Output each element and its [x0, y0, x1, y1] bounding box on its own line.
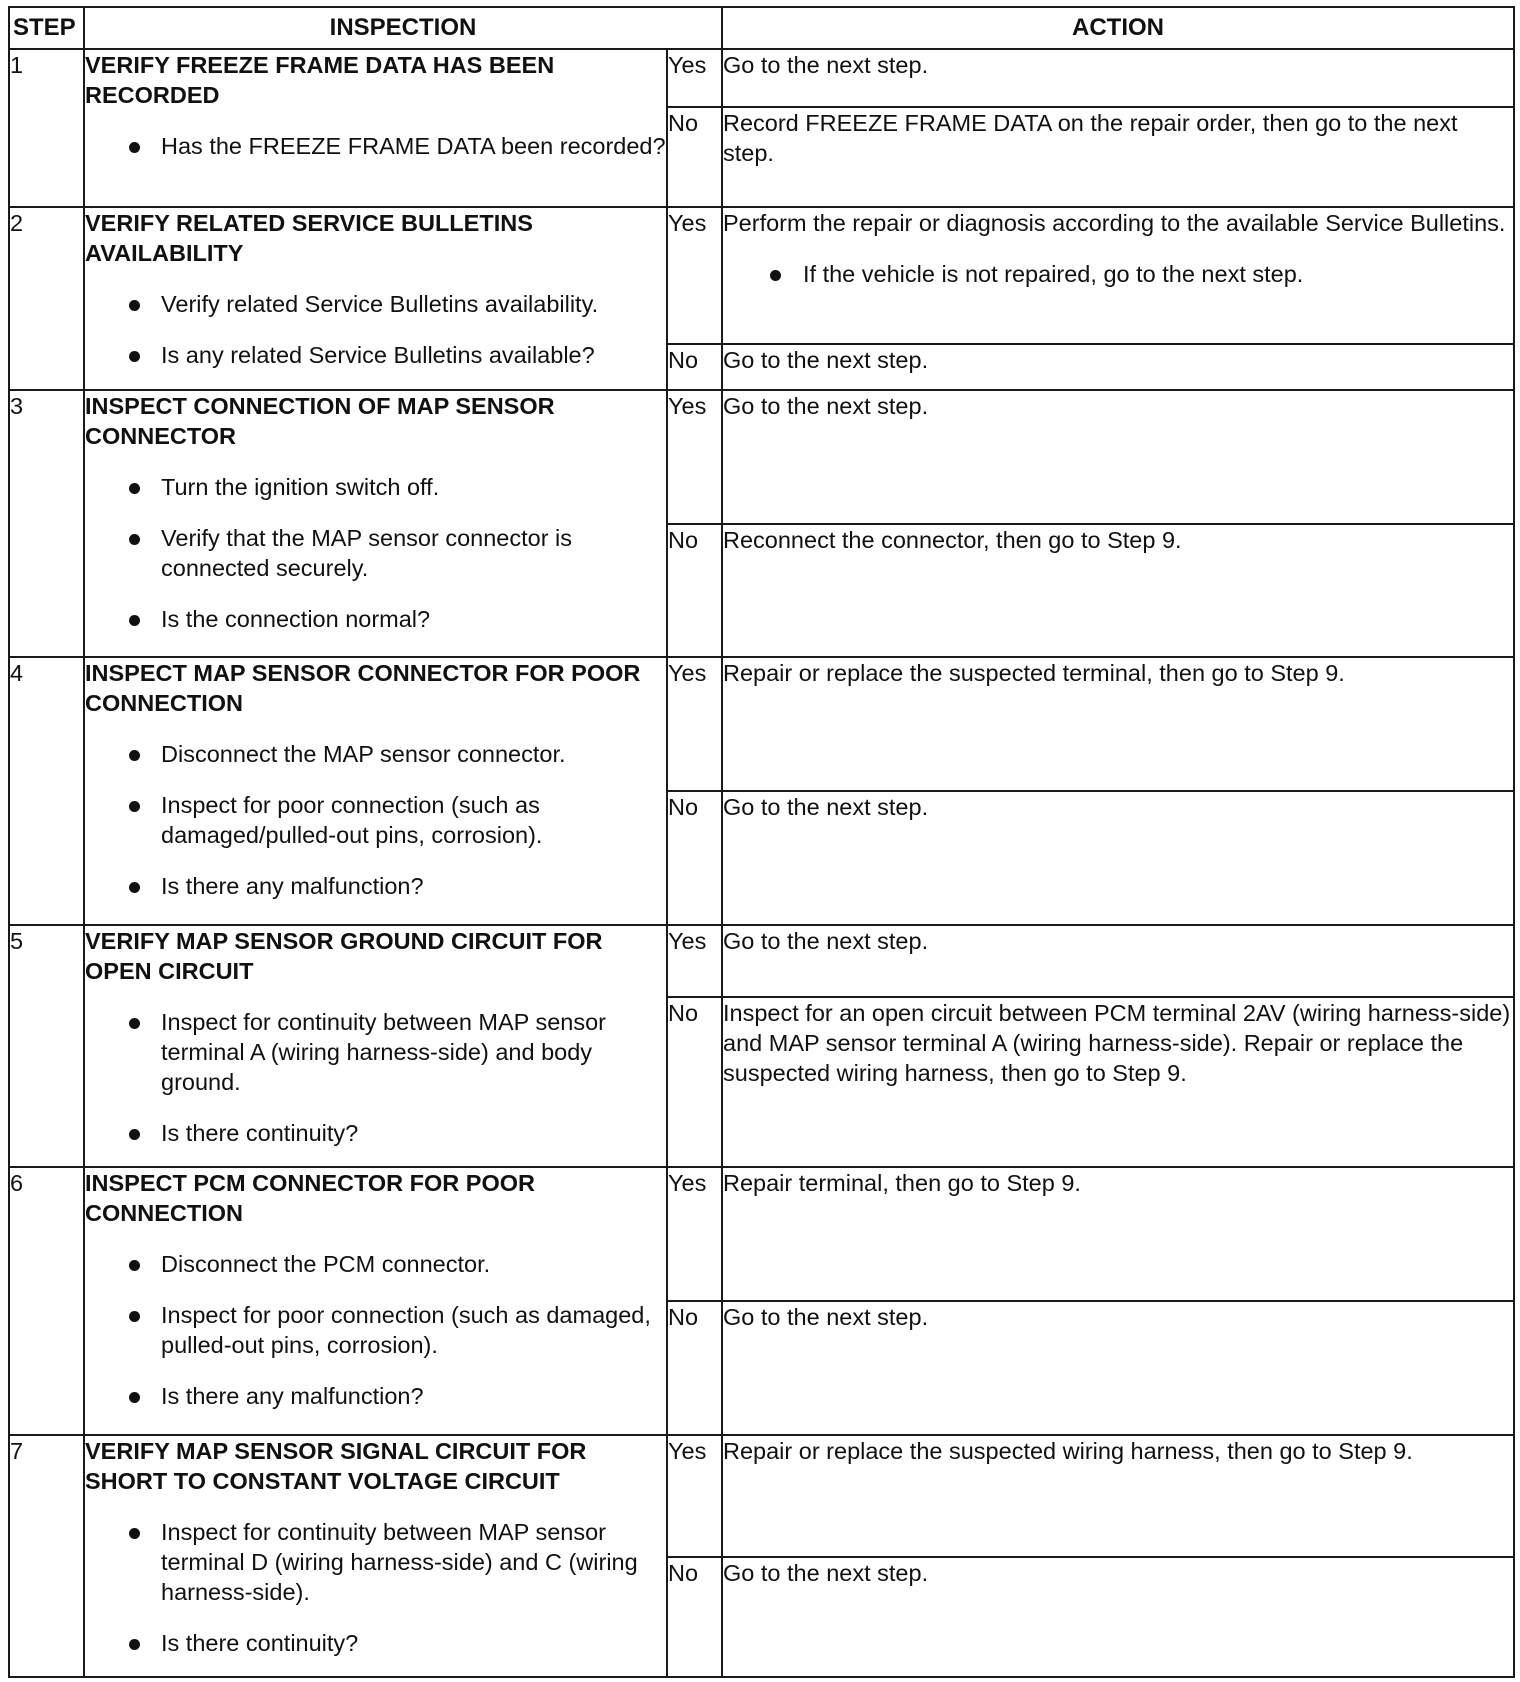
yes-label: Yes [667, 390, 722, 524]
inspection-bullet: Is there any malfunction? [85, 1381, 666, 1411]
yes-label: Yes [667, 1435, 722, 1557]
step-number: 7 [9, 1435, 84, 1677]
no-label: No [667, 997, 722, 1167]
no-label: No [667, 524, 722, 657]
no-label: No [667, 1301, 722, 1435]
no-action: Go to the next step. [722, 1557, 1514, 1677]
yes-action: Repair or replace the suspected wiring harness, then go to Step 9. [722, 1435, 1514, 1557]
diagnostic-procedure-table [8, 6, 1515, 1678]
yes-label: Yes [667, 925, 722, 997]
inspection-title: VERIFY RELATED SERVICE BULLETINS AVAILABILITY [85, 210, 533, 266]
inspection-bullet: Inspect for continuity between MAP sensor terminal A (wiring harness-side) and body ground. [85, 1007, 666, 1097]
step-number: 1 [9, 49, 84, 207]
action-bullet-list [723, 259, 1513, 289]
inspection-bullet: Is any related Service Bulletins available? [85, 340, 666, 370]
no-action: Record FREEZE FRAME DATA on the repair order, then go to the next step. [722, 107, 1514, 207]
inspection-bullet: Inspect for poor connection (such as damaged, pulled-out pins, corrosion). [85, 1300, 666, 1360]
inspection-bullet: Is the connection normal? [85, 604, 666, 634]
inspection-bullet-list [85, 289, 666, 370]
inspection-bullet: Verify related Service Bulletins availability. [85, 289, 666, 319]
step-number: 4 [9, 657, 84, 925]
inspection-title: VERIFY FREEZE FRAME DATA HAS BEEN RECORDED [85, 52, 555, 108]
inspection-title: INSPECT CONNECTION OF MAP SENSOR CONNECTOR [85, 393, 555, 449]
yes-action: Go to the next step. [722, 49, 1514, 107]
step-number: 6 [9, 1167, 84, 1435]
step-row [9, 390, 1514, 524]
inspection-cell [84, 390, 667, 657]
step-row [9, 657, 1514, 791]
inspection-title: VERIFY MAP SENSOR GROUND CIRCUIT FOR OPEN CIRCUIT [85, 928, 603, 984]
yes-action: Repair or replace the suspected terminal, then go to Step 9. [722, 657, 1514, 791]
yes-action: Repair terminal, then go to Step 9. [722, 1167, 1514, 1301]
no-action: Go to the next step. [722, 344, 1514, 390]
inspection-bullet-list [85, 1249, 666, 1411]
inspection-cell [84, 1167, 667, 1435]
inspection-cell [84, 1435, 667, 1677]
yes-label: Yes [667, 657, 722, 791]
step-row [9, 925, 1514, 997]
inspection-title: INSPECT MAP SENSOR CONNECTOR FOR POOR CONNECTION [85, 660, 641, 716]
step-number: 5 [9, 925, 84, 1167]
step-column-header: STEP [9, 7, 84, 49]
inspection-cell [84, 207, 667, 390]
inspection-bullet: Is there continuity? [85, 1118, 666, 1148]
yes-action: Perform the repair or diagnosis according to the available Service Bulletins. [723, 210, 1506, 236]
inspection-bullet: Inspect for continuity between MAP sensor terminal D (wiring harness-side) and C (wiring harness-side). [85, 1517, 666, 1607]
inspection-bullet: Is there continuity? [85, 1628, 666, 1658]
no-action: Inspect for an open circuit between PCM terminal 2AV (wiring harness-side) and MAP sensor terminal A (wiring harness-side). Repair or replace the suspected wiring harness, then go to Step 9. [722, 997, 1514, 1167]
step-number: 3 [9, 390, 84, 657]
inspection-column-header: INSPECTION [84, 7, 722, 49]
inspection-cell [84, 657, 667, 925]
yes-action: Go to the next step. [722, 390, 1514, 524]
inspection-title: INSPECT PCM CONNECTOR FOR POOR CONNECTION [85, 1170, 536, 1226]
step-number: 2 [9, 207, 84, 390]
inspection-bullet: Inspect for poor connection (such as damaged/pulled-out pins, corrosion). [85, 790, 666, 850]
no-action: Reconnect the connector, then go to Step 9. [722, 524, 1514, 657]
no-label: No [667, 107, 722, 207]
yes-label: Yes [667, 1167, 722, 1301]
yes-label: Yes [667, 49, 722, 107]
inspection-bullet: Is there any malfunction? [85, 871, 666, 901]
no-action: Go to the next step. [722, 791, 1514, 925]
step-row [9, 49, 1514, 107]
inspection-bullet-list [85, 1517, 666, 1658]
step-row [9, 207, 1514, 344]
inspection-bullet: Has the FREEZE FRAME DATA been recorded? [85, 131, 666, 161]
no-label: No [667, 344, 722, 390]
inspection-bullet-list [85, 131, 666, 161]
inspection-bullet: Verify that the MAP sensor connector is connected securely. [85, 523, 666, 583]
step-row [9, 1167, 1514, 1301]
action-column-header: ACTION [722, 7, 1514, 49]
inspection-bullet: Disconnect the MAP sensor connector. [85, 739, 666, 769]
table-header-row [9, 7, 1514, 49]
inspection-bullet: Disconnect the PCM connector. [85, 1249, 666, 1279]
inspection-bullet-list [85, 472, 666, 634]
yes-action: Go to the next step. [722, 925, 1514, 997]
step-row [9, 1435, 1514, 1557]
inspection-title: VERIFY MAP SENSOR SIGNAL CIRCUIT FOR SHORT TO CONSTANT VOLTAGE CIRCUIT [85, 1438, 587, 1494]
inspection-bullet-list [85, 1007, 666, 1148]
action-bullet: If the vehicle is not repaired, go to the next step. [723, 259, 1513, 289]
inspection-bullet-list [85, 739, 666, 901]
no-label: No [667, 791, 722, 925]
inspection-cell [84, 925, 667, 1167]
no-label: No [667, 1557, 722, 1677]
no-action: Go to the next step. [722, 1301, 1514, 1435]
yes-label: Yes [667, 207, 722, 344]
inspection-bullet: Turn the ignition switch off. [85, 472, 666, 502]
inspection-cell [84, 49, 667, 207]
yes-action-cell [722, 207, 1514, 344]
